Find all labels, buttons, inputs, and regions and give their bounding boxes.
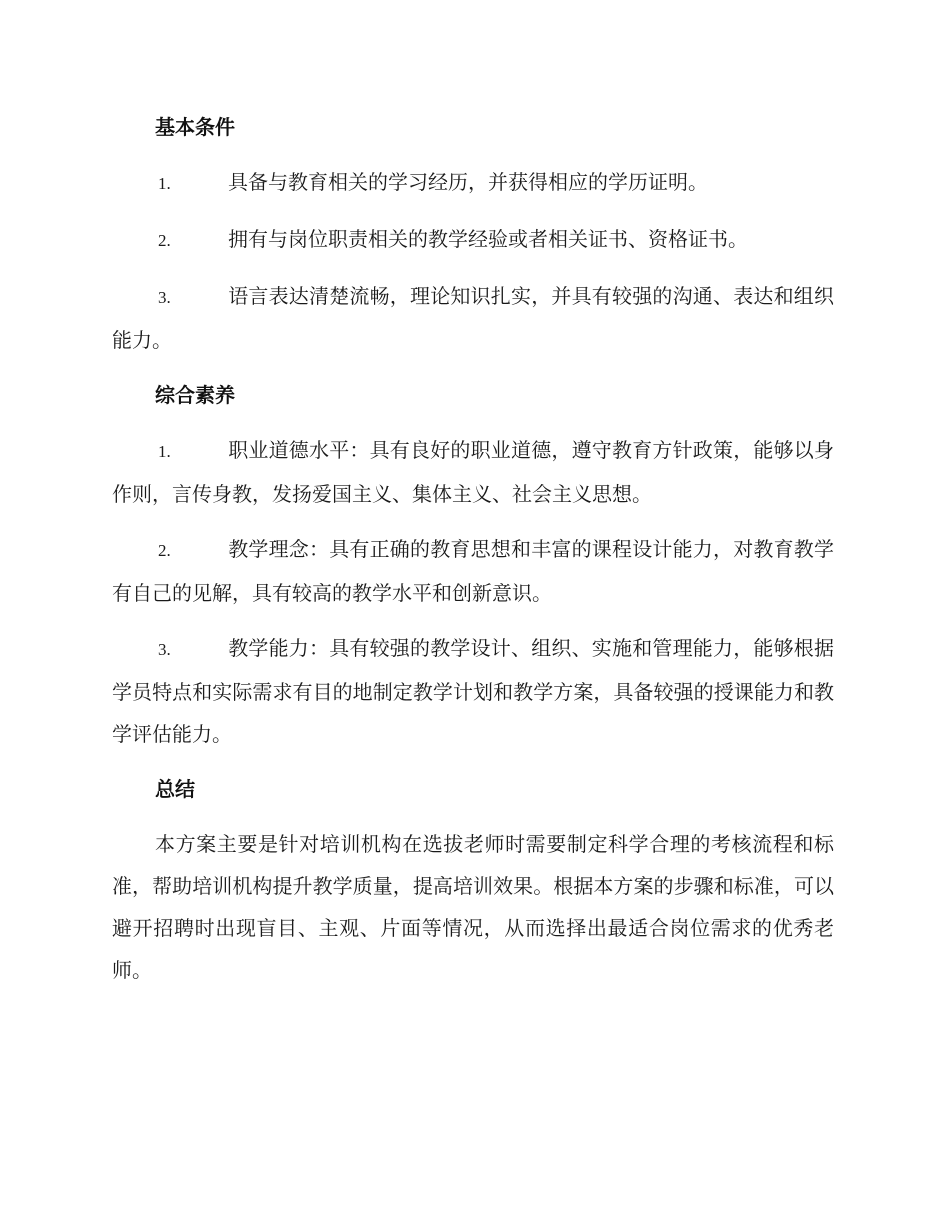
list-item-number: 2. — [158, 541, 171, 560]
list-item — [112, 275, 834, 361]
list-item-text: 语言表达清楚流畅，理论知识扎实，并具有较强的沟通、表达和组织能力。 — [112, 284, 834, 352]
list-item-number: 3. — [158, 288, 171, 307]
list-item-number: 3. — [158, 640, 171, 659]
list-item-text: 教学理念：具有正确的教育思想和丰富的课程设计能力，对教育教学有自己的见解，具有较高的教学水平和创新意识。 — [112, 537, 834, 605]
section-heading-summary: 总结 — [155, 777, 195, 801]
list-item — [112, 161, 834, 205]
list-item-text: 教学能力：具有较强的教学设计、组织、实施和管理能力，能够根据学员特点和实际需求有目的地制定教学计划和教学方案，具备较强的授课能力和教学评估能力。 — [112, 636, 834, 746]
list-item-number: 1. — [158, 174, 171, 193]
list-item — [112, 429, 834, 515]
list-item-text: 拥有与岗位职责相关的教学经验或者相关证书、资格证书。 — [228, 227, 748, 251]
section-heading-basic-conditions: 基本条件 — [155, 115, 235, 139]
list-item-number: 2. — [158, 231, 171, 250]
list-item — [112, 627, 834, 755]
list-item-number: 1. — [158, 442, 171, 461]
summary-paragraph: 本方案主要是针对培训机构在选拔老师时需要制定科学合理的考核流程和标准，帮助培训机构提升教学质量，提高培训效果。根据本方案的步骤和标准，可以避开招聘时出现盲目、主观、片面等情况，从而选择出最适合岗位需求的优秀老师。 — [112, 832, 834, 982]
list-item — [112, 218, 834, 262]
section-heading-comprehensive-quality: 综合素养 — [155, 383, 235, 407]
list-item-text: 职业道德水平：具有良好的职业道德，遵守教育方针政策，能够以身作则，言传身教，发扬爱国主义、集体主义、社会主义思想。 — [112, 438, 834, 506]
document-body — [112, 106, 834, 991]
list-item — [112, 528, 834, 614]
list-item-text: 具备与教育相关的学习经历，并获得相应的学历证明。 — [228, 170, 708, 194]
